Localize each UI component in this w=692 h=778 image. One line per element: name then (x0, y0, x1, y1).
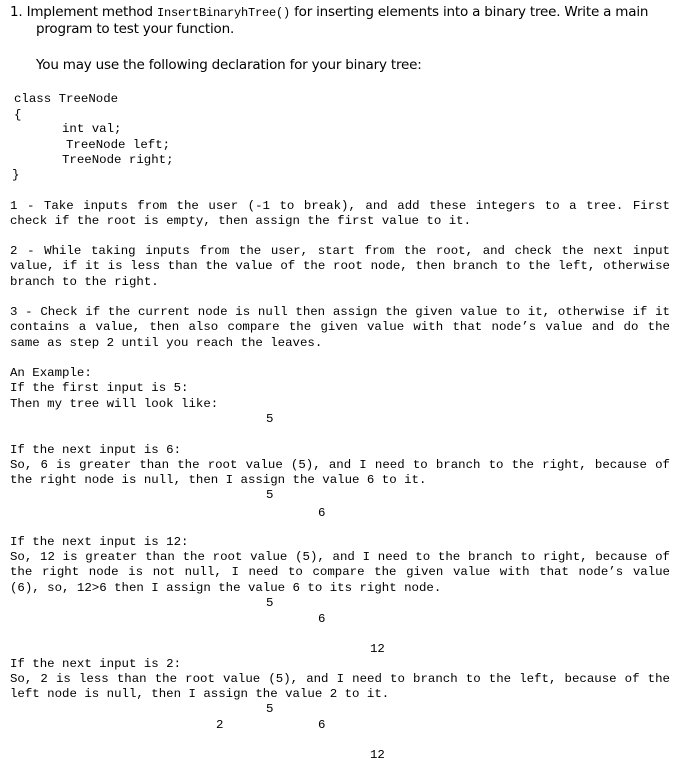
tree4-right-node: 6 (318, 718, 326, 732)
question-prefix: 1. Implement method (10, 4, 157, 20)
next2-text: So, 2 is less than the root value (5), and I need to branch to the left, because of the left node is null, then I assign the value 2 to it. (10, 672, 670, 702)
tree2-right-node: 6 (318, 506, 326, 520)
code-line-close-brace: } (12, 168, 20, 182)
tree2-root-node: 5 (266, 488, 274, 502)
declaration-intro: You may use the following declaration for your binary tree: (36, 57, 422, 73)
tree4-left-node: 2 (216, 718, 224, 732)
step-1: 1 - Take inputs from the user (-1 to break), and add these integers to a tree. First check if the root is empty, then assign the first value to it. (10, 199, 670, 229)
tree4-root-node: 5 (266, 702, 274, 716)
method-name: InsertBinaryhTree() (156, 6, 290, 20)
example-heading: An Example: (10, 366, 92, 380)
next12-heading: If the next input is 12: (10, 535, 189, 549)
next12-text: So, 12 is greater than the root value (5), and I need to the branch to right, because of the right node is not null, I need to compare the given value with that node’s value (6), so, 12>6 then I assign the value 6 to its right node. (10, 550, 670, 595)
first-input-text: If the first input is 5: (10, 381, 189, 395)
code-line-val: int val; (62, 122, 122, 136)
tree3-right-right-node: 12 (370, 642, 385, 656)
code-line-class: class TreeNode (14, 92, 119, 106)
code-line-open-brace: { (14, 108, 22, 122)
next6-text: So, 6 is greater than the root value (5), and I need to branch to the right, because of the right node is null, then I assign the value 6 to it. (10, 458, 670, 488)
tree3-right-node: 6 (318, 612, 326, 626)
code-line-right: TreeNode right; (62, 153, 174, 167)
question-line-2: program to test your function. (36, 21, 235, 37)
next2-heading: If the next input is 2: (10, 657, 182, 671)
code-line-left: TreeNode left; (66, 138, 171, 152)
step-2: 2 - While taking inputs from the user, start from the root, and check the next input value, if it is less than the value of the root node, then branch to the left, otherwise branch to the right. (10, 244, 670, 289)
tree1-root-node: 5 (266, 412, 274, 426)
tree4-right-right-node: 12 (370, 748, 385, 762)
question-line-1 (10, 5, 648, 21)
tree3-root-node: 5 (266, 596, 274, 610)
next6-heading: If the next input is 6: (10, 443, 182, 457)
question-suffix: for inserting elements into a binary tree. Write a main (289, 4, 649, 20)
step-3: 3 - Check if the current node is null then assign the given value to it, otherwise if it contains a value, then also compare the given value with that node’s value and do the same as step 2 until you reach the leaves. (10, 305, 670, 350)
tree-look-text: Then my tree will look like: (10, 397, 219, 411)
